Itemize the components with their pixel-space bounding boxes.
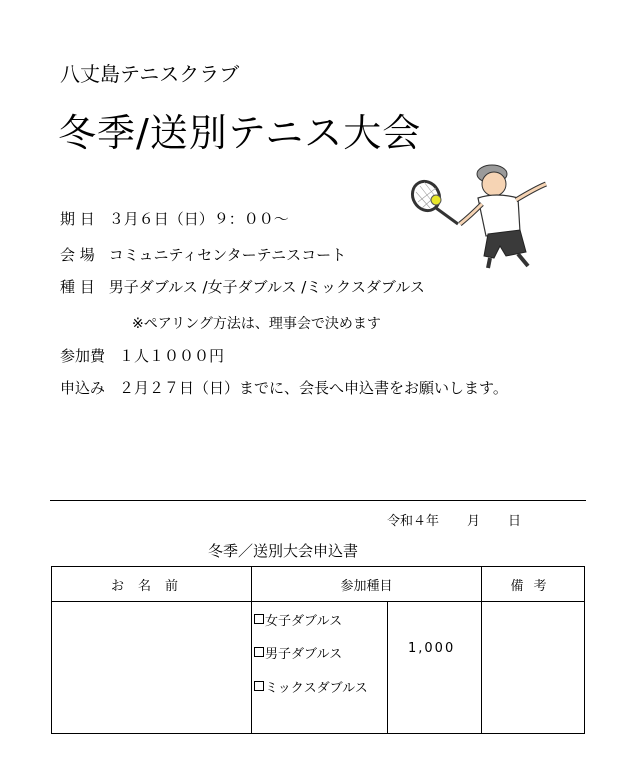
header-remarks: 備考 (510, 578, 557, 594)
tennis-player-illustration (408, 158, 552, 270)
fee-amount: 1,000 (408, 641, 456, 656)
fee-value: １人１０００円 (119, 347, 225, 365)
pairing-note: ※ペアリング方法は、理事会で決めます (132, 316, 381, 332)
checkbox-icon[interactable] (254, 681, 264, 691)
date-label: 期 日 (60, 210, 95, 228)
checkbox-icon[interactable] (254, 614, 264, 624)
info-apply (60, 377, 508, 398)
date-value: ３月６日（日）９：００～ (108, 210, 289, 228)
info-fee (60, 345, 224, 366)
form-date-era: 令和４年 (387, 514, 440, 529)
option-mens-doubles[interactable] (254, 643, 342, 662)
table-header-divider (52, 601, 584, 602)
application-form-table (51, 566, 585, 734)
option-label: ミックスダブルス (265, 681, 368, 696)
events-value: 男子ダブルス /女子ダブルス /ミックスダブルス (108, 278, 425, 296)
venue-label: 会 場 (60, 246, 95, 264)
form-date-day: 日 (508, 514, 522, 529)
tennis-ball-icon (431, 195, 441, 205)
option-label: 男子ダブルス (265, 647, 343, 662)
form-date-month: 月 (467, 514, 481, 529)
event-title: 冬季/送別テニス大会 (58, 111, 422, 155)
option-mixed-doubles[interactable] (254, 677, 368, 696)
apply-label: 申込み (60, 379, 106, 397)
fee-label: 参加費 (60, 347, 106, 365)
option-label: 女子ダブルス (265, 614, 343, 629)
header-category: 参加種目 (340, 578, 393, 594)
events-label: 種 目 (60, 278, 95, 296)
checkbox-icon[interactable] (254, 647, 264, 657)
apply-value: ２月２７日（日）までに、会長へ申込書をお願いします。 (119, 379, 508, 397)
form-title: 冬季／送別大会申込書 (208, 542, 359, 560)
table-divider (387, 601, 388, 733)
cut-line-divider (50, 500, 586, 501)
club-name: 八丈島テニスクラブ (60, 62, 240, 86)
info-events (60, 276, 425, 297)
option-womens-doubles[interactable] (254, 610, 342, 629)
info-venue (60, 244, 346, 265)
venue-value: コミュニティセンターテニスコート (108, 246, 347, 264)
info-date (60, 208, 289, 229)
form-date (387, 510, 521, 529)
header-name: お名前 (110, 578, 192, 594)
